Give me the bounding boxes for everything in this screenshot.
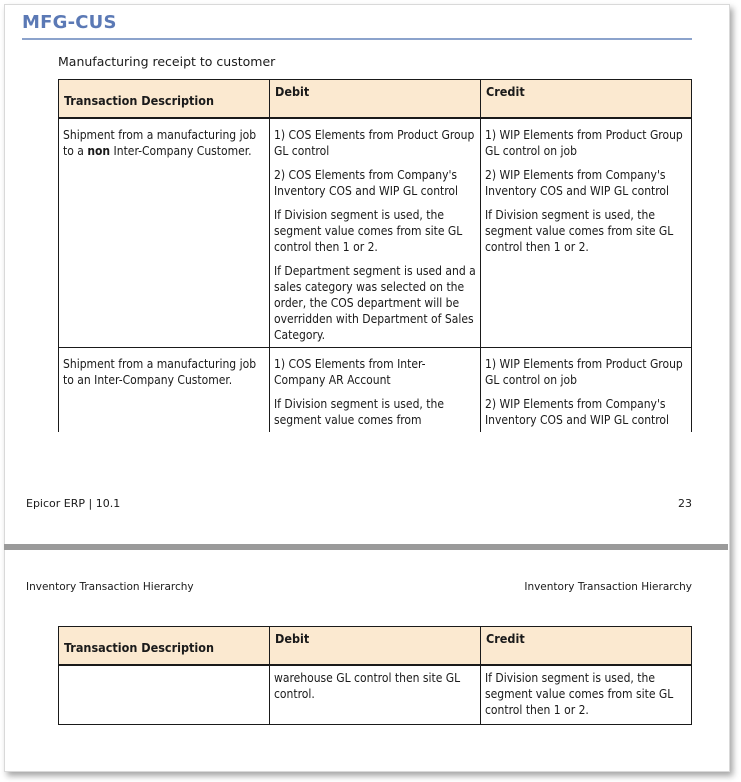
- page-footer-product: Epicor ERP | 10.1: [26, 497, 121, 510]
- table-header-row: [59, 80, 692, 118]
- header-debit: Debit: [270, 627, 481, 665]
- table-row: [59, 347, 692, 432]
- credit-entry: 1) WIP Elements from Product Group GL control on job: [485, 127, 683, 158]
- header-transaction-description: Transaction Description: [59, 627, 270, 665]
- transaction-table: [58, 79, 692, 432]
- table-header-row: [59, 627, 692, 665]
- page-number: 23: [678, 497, 692, 510]
- table-row: [59, 118, 692, 348]
- transaction-table-continued: [58, 626, 692, 725]
- row-description-text: Shipment from a manufacturing job to a: [63, 127, 257, 158]
- running-header-right: Inventory Transaction Hierarchy: [524, 581, 692, 593]
- debit-entry: 1) COS Elements from Inter-Company AR Account: [274, 356, 426, 387]
- page-break-divider: [4, 544, 728, 550]
- debit-entry: If Department segment is used and a sales category was selected on the order, the COS department will be overridden with Department of Sales Category.: [274, 263, 476, 342]
- debit-entry: If Division segment is used, the segment value comes from site GL control then 1 or 2.: [274, 207, 463, 254]
- row-debit: warehouse GL control then site GL control.: [270, 665, 481, 725]
- header-debit: Debit: [270, 80, 481, 118]
- row-description: [59, 665, 270, 725]
- row-description: [59, 118, 270, 348]
- row-credit: [481, 347, 692, 432]
- header-credit: Credit: [481, 627, 692, 665]
- row-debit: [270, 118, 481, 348]
- intro-text: Manufacturing receipt to customer: [58, 54, 276, 69]
- credit-entry: 2) WIP Elements from Company's Inventory COS and WIP GL control: [485, 167, 670, 198]
- debit-entry: If Division segment is used, the segment value comes from: [274, 396, 444, 427]
- row-debit: [270, 347, 481, 432]
- running-header-left: Inventory Transaction Hierarchy: [26, 581, 194, 593]
- row-description-emphasis: non: [87, 143, 111, 158]
- section-heading: MFG-CUS: [22, 12, 117, 33]
- row-description: Shipment from a manufacturing job to an Inter-Company Customer.: [59, 347, 270, 432]
- table-row: [59, 665, 692, 725]
- header-transaction-description: Transaction Description: [59, 80, 270, 118]
- credit-entry: 1) WIP Elements from Product Group GL control on job: [485, 356, 683, 387]
- row-description-text: Inter-Company Customer.: [110, 143, 252, 158]
- debit-entry: 2) COS Elements from Company's Inventory COS and WIP GL control: [274, 167, 459, 198]
- credit-entry: If Division segment is used, the segment value comes from site GL control then 1 or 2.: [485, 207, 674, 254]
- row-credit: If Division segment is used, the segment value comes from site GL control then 1 or 2.: [481, 665, 692, 725]
- header-credit: Credit: [481, 80, 692, 118]
- debit-entry: 1) COS Elements from Product Group GL control: [274, 127, 475, 158]
- credit-entry: 2) WIP Elements from Company's Inventory COS and WIP GL control: [485, 396, 670, 427]
- row-credit: [481, 118, 692, 348]
